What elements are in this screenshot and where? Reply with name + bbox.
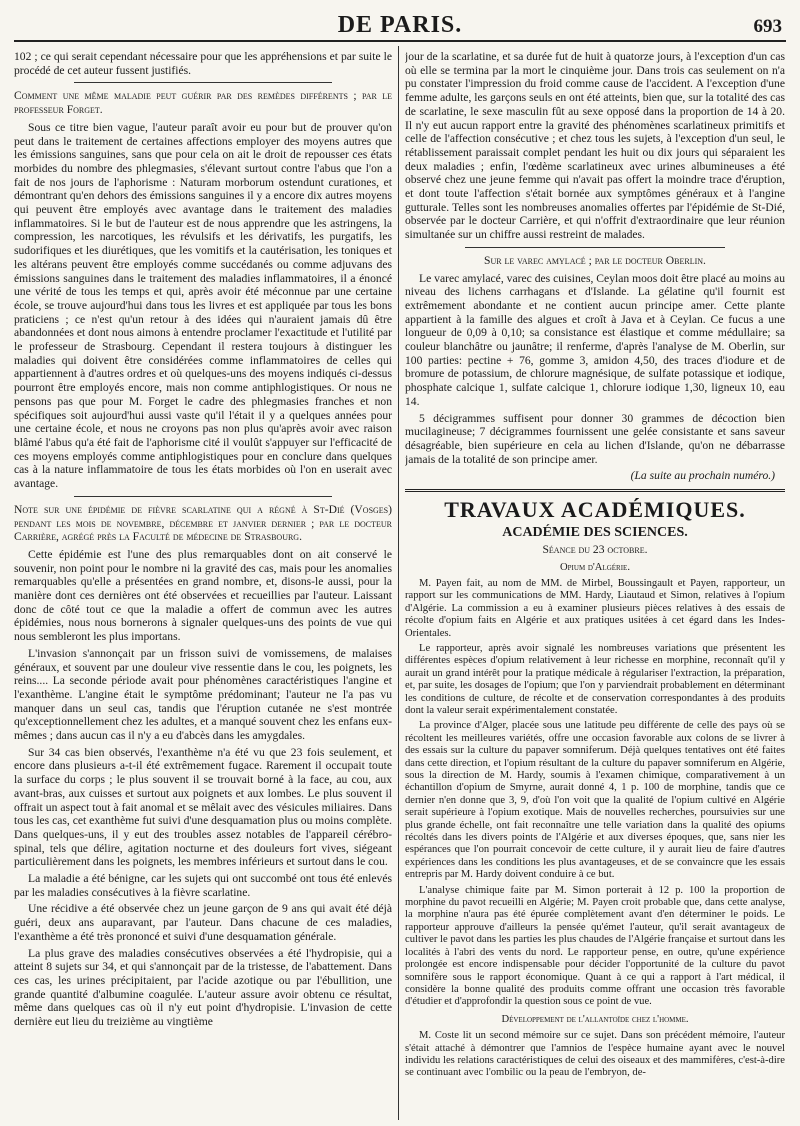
- paragraph: L'analyse chimique faite par M. Simon porterait à 12 p. 100 la proportion de morphine du pavot recueilli en Algérie; M. Payen croit probable que, dans cette analyse, la morphine n'aura pas été épurée complètement avant d'en déterminer le poids. Le rapporteur approuve d'ailleurs la pensée qu'émet l'auteur, qu'il serait avantageux de cultiver le pavot dans les parties les plus chaudes de l'Algérie française et surtout dans les localités à l'abri des vents du nord. Le rapporteur pense, en outre, qu'une expérience prolongée est encore indispensable pour décider l'opportunité de la culture du pavot somnifère sous le rapport économique. Quant à ce qui a rapport à l'art médical, il considère la bonne qualité des produits comme offrant une occasion très favorable d'étudier et d'approfondir la question sous ce point de vue.: [405, 884, 785, 1008]
- paragraph: M. Payen fait, au nom de MM. de Mirbel, Boussingault et Payen, rapporteur, un rapport sur les communications de MM. Hardy, Liautaud et Simon, relatives à l'opium d'Algérie. La commission a eu à examiner plusieurs pièces relatives à des essais de récolte d'opium faits en Algérie et aux pratiques usitées à cet égard dans les Indes-Orientales.: [405, 577, 785, 639]
- section-title: TRAVAUX ACADÉMIQUES.: [444, 497, 746, 523]
- continuation-note: (La suite au prochain numéro.): [630, 469, 775, 483]
- paragraph: M. Coste lit un second mémoire sur ce sujet. Dans son précédent mémoire, l'auteur s'était attaché à démontrer que l'amnios de l'espèce humaine ayant avec le nouvel individu les relations caractéristiques de celui des oiseaux et des mammifères, c'est-à-dire se continuant avec l'ombilic ou la peau de l'embryon, de-: [405, 1030, 785, 1079]
- paragraph: Sous ce titre bien vague, l'auteur paraît avoir eu pour but de prouver qu'on peut dans le traitement de certaines affections employer des moyens autres que les émissions sanguines, sans que pour cela on ait le droit de repousser ces états morbides du nombre des phlegmasies, s'élevant surtout contre l'abus que l'on a fait de nos jours de l'aphorisme : Naturam morborum ostendunt curationes, et démontrant qu'en dehors des émissions sanguines il y a encore dix autres moyens qui peuvent être employés avec avantage dans le traitement des maladies inflammatoires. Si le but de l'auteur est de nous apprendre que les astringens, la compression, les narcotiques, les révulsifs et les dérivatifs, les purgatifs, les sudorifiques et les diurétiques, que les vomitifs et la cautérisation, les toniques et les altérans peuvent être employés comme succédanés ou comme adjuvans des émissions sanguines dans le traitement des maladies inflammatoires, il a énoncé une vérité de tous les temps et qui, après avoir été méconnue par une certaine école, se trouve aujourd'hui dans tous les livres et est appliquée par tous les bons praticiens ; ce n'est qu'un retour à des idées qui n'auraient jamais dû être abandonnées et dont nous aimons à entendre proclamer l'exactitude et l'utilité par le professeur de Strasbourg. Cependant il restera toujours à distinguer les maladies qui doivent être considérées comme inflammatoires de celles qui appartiennent à d'autres ordres et où quelques-uns des moyens indiqués ci-dessus pourront être employés encore, mais non comme antiphlogistiques. Or nous ne pensons pas que pour M. Forget le cadre des phlegmasies franches et non spécifiques soit aujourd'hui aussi vaste qu'il l'était il y a quelques années pour une certaine école, et nous ne croyons pas non plus qu'après avoir avec raison blâmé l'abus qu'a été fait de l'aphorisme cité il voulût s'appuyer sur l'efficacité de ces moyens employés comme antiphlogistiques pour en conclure dans quelques cas à la nature inflammatoire de tous les états morbides où l'on en userait avec avantage.: [14, 120, 392, 491]
- paragraph: L'invasion s'annonçait par un frisson suivi de vomissemens, de malaises généraux, et souvent par une douleur vive ressentie dans le cou, les poignets, les reins.... La seconde période avait pour phénomènes caractéristiques l'angine et l'exanthème. L'angine était le symptôme prédominant; l'auteur ne l'a pas vu manquer dans un seul cas, tandis que l'éruption cutanée ne s'est montrée qu'exceptionnellement chez les adultes, et a manqué souvent chez les enfans eux-mêmes ; dans aucun cas il n'y a eu d'abcès dans les amygdales.: [14, 646, 392, 743]
- paragraph: Le varec amylacé, varec des cuisines, Ceylan moos doit être placé au moins au niveau des lichens carrhagans et d'Islande. La gélatine qu'il fournit est extrêmement abondante et ne contient aucun principe amer. Cette plante appartient à la famille des algues et croît à Java et à Ceylan. Ce fucus a une longueur de 0,09 à 0,10; sa consistance est élastique et comme médullaire; sa couleur blanchâtre ou jaunâtre; il renferme, d'après l'analyse de M. Oberlin, sur 100 parties: pectine + 76, gomme 3, amidon 4,50, des traces d'iodure et de bromure de potassium, de chlorure magnésique, de sulfate potassique et iodique, phosphate calcique 1, sulfate calcique 1, chlorure iodique 1,30, ligneux 10, eau 14.: [405, 271, 785, 408]
- divider: [465, 247, 725, 248]
- article-heading: Comment une même maladie peut guérir par des remèdes différents ; par le professeur Forget.: [14, 89, 392, 117]
- right-column: [405, 50, 785, 1118]
- paragraph: Une récidive a été observée chez un jeune garçon de 9 ans qui avait été déjà guéri, deux ans auparavant, par l'auteur. Dans chacune de ces maladies, l'exanthème a été très prononcé et suivi d'une desquamation générale.: [14, 902, 392, 943]
- page-number: 693: [753, 16, 782, 37]
- section-divider: [405, 489, 785, 492]
- paragraph: La province d'Alger, placée sous une latitude peu différente de celle des pays où se récoltent les meilleures variétés, offre une occasion favorable aux colons de se livrer à des essais sur la culture du papaver somniferum. Déjà quelques tentatives ont été faites dans cette direction, et l'opium résultant de la culture du papaver somniferum en Algérie, sous la direction de M. Hardy, soumis à l'examen chimique, comparativement à un échantillon d'opium de Smyrne, aurait donné 4, 1 p. 100 de morphine, tandis que ce dernier n'en donne que 3, 9, d'où l'on voit que la qualité de l'opium cultivé en Algérie serait supérieure à l'opium exotique. Mais de nouvelles recherches, poursuivies sur une plus grande échelle, ont fait reconnaître une telle variation dans la qualité des opiums récoltés dans les divers points de l'Algérie et aux diverses époques, que, sans nier les espérances que l'on pourrait concevoir de cette culture, il y aurait lieu de faire d'autres expériences dans les conditions les plus avantageuses, et de se convaincre que les essais entrepris par M. Hardy doivent conduire à ce but.: [405, 720, 785, 881]
- paragraph: Le rapporteur, après avoir signalé les nombreuses variations que présentent les différentes espèces d'opium relativement à leur richesse en morphine, reconnaît qu'il y aurait un grand intérêt pour la pratique médicale à régulariser l'extraction, la préparation, et, par suite, les dosages de l'opium; que l'on y parviendrait probablement en déterminant les conditions de culture, de récolte et de conservation correspondantes à des produits dont la valeur serait expérimentalement constatée.: [405, 642, 785, 716]
- divider: [74, 496, 332, 497]
- paragraph: Sur 34 cas bien observés, l'exanthème n'a été vu que 23 fois seulement, et encore dans plusieurs a-t-il été extrêmement fugace. Rarement il occupait toute la surface du corps ; le plus souvent il se trouvait borné à la face, au cou, aux avant-bras, aux cuisses et surtout aux poignets et aux lombes. Le plus souvent il offrait un aspect tout à fait anomal et se mêlait avec des vésicules miliaires. Dans tous les cas, cet exanthème fut suivi d'une desquamation plus ou moins complète. Dans quelques-uns, il y eut des troubles assez notables de l'appareil cérébro-spinal, tels que délire, agitation nocturne et des douleurs fort vives, siégeant particulièrement dans les poignets, les membres inférieurs et surtout dans le cou.: [14, 745, 392, 869]
- article-heading: Développement de l'allantoïde chez l'homme.: [501, 1013, 689, 1025]
- paragraph: 5 décigrammes suffisent pour donner 30 grammes de décoction bien mucilagineuse; 7 décigrammes fournissent une gelée consistante et sans saveur désagréable, bien supérieure en cela au lichen d'Islande, qu'on ne débarrasse jamais de la totalité de son principe amer.: [405, 411, 785, 466]
- paragraph: La maladie a été bénigne, car les sujets qui ont succombé ont tous été enlevés par les maladies consécutives à la fièvre scarlatine.: [14, 872, 392, 899]
- paragraph: Cette épidémie est l'une des plus remarquables dont on ait conservé le souvenir, non point pour le nombre ni la gravité des cas, mais pour les anomalies remarquables qu'elle a présentées en grand nombre, et, disons-le aussi, pour la manière dont ces dernières ont été observées et recueillies par l'auteur. Laissant donc de côté tout ce que la maladie a offert de commun avec les autres épidémies, nous nous bornerons à signaler quelques-uns des points de vue qui nous sembleront les plus importans.: [14, 547, 392, 644]
- paragraph: 102 ; ce qui serait cependant nécessaire pour que les appréhensions et par suite le procédé de cet auteur fussent justifiés.: [14, 50, 392, 77]
- paragraph: La plus grave des maladies consécutives observées a été l'hydropisie, qui a atteint 8 sujets sur 34, et qui s'annonçait par de la tristesse, de l'abattement. Dans ces cas, les urines précipitaient, par l'acide azotique ou par l'ébullition, une grande quantité d'albumine coagulée. L'auteur assure avoir obtenu ce résultat, même dans quelques cas où il n'y eut point d'hydropisie. L'invasion de cette dernière eut lieu du treizième au vingtième: [14, 946, 392, 1029]
- left-column: [14, 50, 392, 1118]
- article-heading: Sur le varec amylacé ; par le docteur Oberlin.: [484, 253, 706, 267]
- session-date: Séance du 23 octobre.: [542, 542, 648, 556]
- page-header: [14, 10, 786, 42]
- divider: [74, 82, 332, 83]
- page-title: DE PARIS.: [337, 12, 463, 38]
- article-heading: Opium d'Algérie.: [560, 561, 630, 573]
- column-divider: [398, 46, 399, 1120]
- article-heading: Note sur une épidémie de fièvre scarlatine qui a régné à St-Dié (Vosges) pendant les mois de novembre, décembre et janvier dernier ; par le docteur Carrière, agrégé près la Faculté de médecine de Strasbourg.: [14, 502, 392, 544]
- section-subtitle: ACADÉMIE DES SCIENCES.: [502, 525, 688, 541]
- paragraph: jour de la scarlatine, et sa durée fut de huit à quatorze jours, à l'exception d'un cas où elle se termina par la mort le cinquième jour. Dans trois cas seulement on n'a pu constater l'impression du froid comme cause de l'accident. A l'exception d'une femme adulte, les garçons seuls en ont été atteints, bien que, sur la totalité des cas de scarlatine, le sexe masculin fût au sexe opposé dans la proportion de 14 à 20. Il n'y eut aucun rapport entre la gravité des phénomènes scarlatineux primitifs et celle de l'affection consécutive ; et chez tous les sujets, à l'exception d'un seul, le rétablissement paraissait complet pendant les huit ou dix jours qui séparaient les deux maladies ; enfin, l'œdème scarlatineux avec urines albumineuses a été observé chez une jeune femme qui n'avait pas offert la moindre trace d'éruption, et dont toute l'affection s'était bornée aux symptômes généraux et à l'angine gutturale. Telles sont les nombreuses anomalies offertes par l'épidémie de St-Dié, observée par le docteur Carrière, et qui n'offrit d'extraordinaire que leur réunion simultanée sur un chiffre aussi restreint de malades.: [405, 50, 785, 242]
